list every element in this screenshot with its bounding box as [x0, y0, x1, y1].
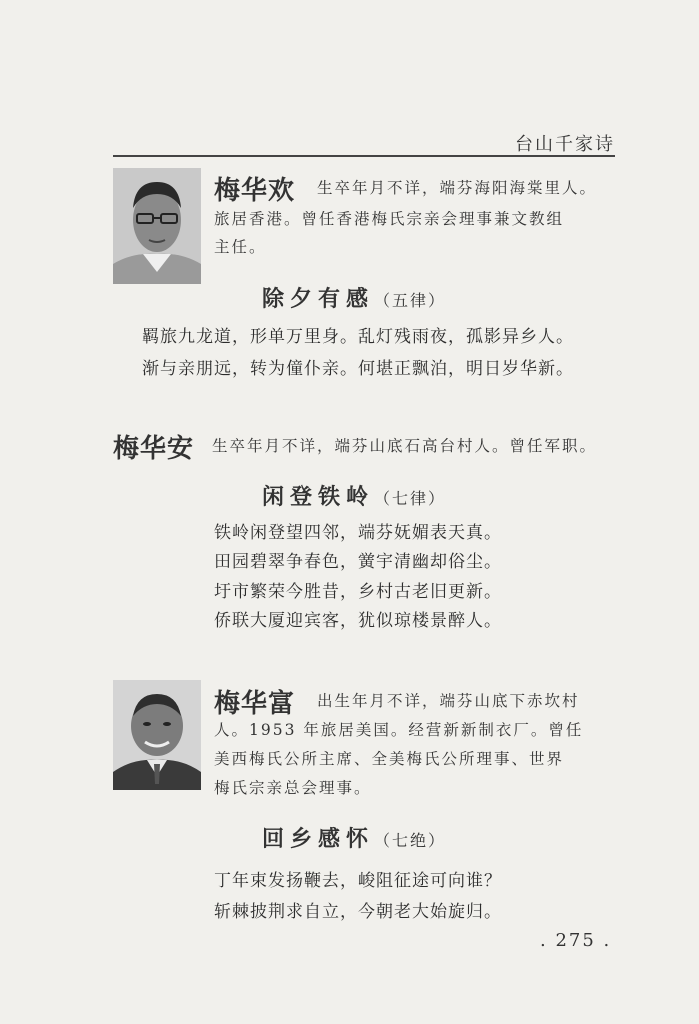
poem-line: 侨联大厦迎宾客，犹似琼楼景醉人。 [214, 611, 502, 631]
bio-line: 主任。 [214, 238, 267, 256]
bio-line: 出生年月不详，端芬山底下赤坎村 [317, 692, 580, 710]
poem-line: 丁年束发扬鞭去，峻阻征途可向谁？ [214, 871, 502, 891]
poem-line: 斩棘披荆求自立，今朝老大始旋归。 [214, 902, 502, 922]
bio-line: 美西梅氏公所主席、全美梅氏公所理事、世界 [214, 750, 565, 768]
poem-form: （五律） [374, 291, 447, 310]
person-name-3: 梅华富 [214, 689, 296, 719]
poem-line: 圩市繁荣今胜昔，乡村古老旧更新。 [214, 582, 502, 602]
page-number: . 275 . [540, 930, 612, 951]
person-name-2: 梅华安 [113, 434, 195, 464]
portrait-photo-3 [113, 680, 201, 790]
bio-line: 梅氏宗亲总会理事。 [214, 779, 372, 797]
poem-line: 羁旅九龙道，形单万里身。乱灯残雨夜，孤影异乡人。 [142, 327, 574, 347]
bio-line: 人。1953 年旅居美国。经营新新制衣厂。曾任 [214, 721, 584, 739]
poem-title-text: 除夕有感 [262, 287, 375, 312]
header-rule [113, 155, 615, 157]
poem-title-2 [262, 480, 446, 511]
bio-line: 旅居香港。曾任香港梅氏宗亲会理事兼文教组 [214, 210, 565, 228]
running-header: 台山千家诗 [515, 134, 615, 155]
poem-title-3 [262, 822, 446, 853]
person-name-1: 梅华欢 [214, 176, 296, 206]
poem-form: （七绝） [374, 831, 447, 850]
poem-title-1 [262, 282, 446, 313]
portrait-photo-1 [113, 168, 201, 284]
bio-line: 生卒年月不详，端芬海阳海棠里人。 [317, 179, 598, 197]
poem-form: （七律） [374, 489, 447, 508]
bio-line: 生卒年月不详，端芬山底石高台村人。曾任军职。 [212, 437, 598, 455]
poem-title-text: 闲登铁岭 [262, 485, 375, 510]
poem-line: 铁岭闲登望四邻，端芬妩媚表天真。 [214, 523, 502, 543]
poem-line: 田园碧翠争春色，黉宇清幽却俗尘。 [214, 552, 502, 572]
poem-line: 渐与亲朋远，转为僮仆亲。何堪正飘泊，明日岁华新。 [142, 359, 574, 379]
poem-title-text: 回乡感怀 [262, 827, 375, 852]
